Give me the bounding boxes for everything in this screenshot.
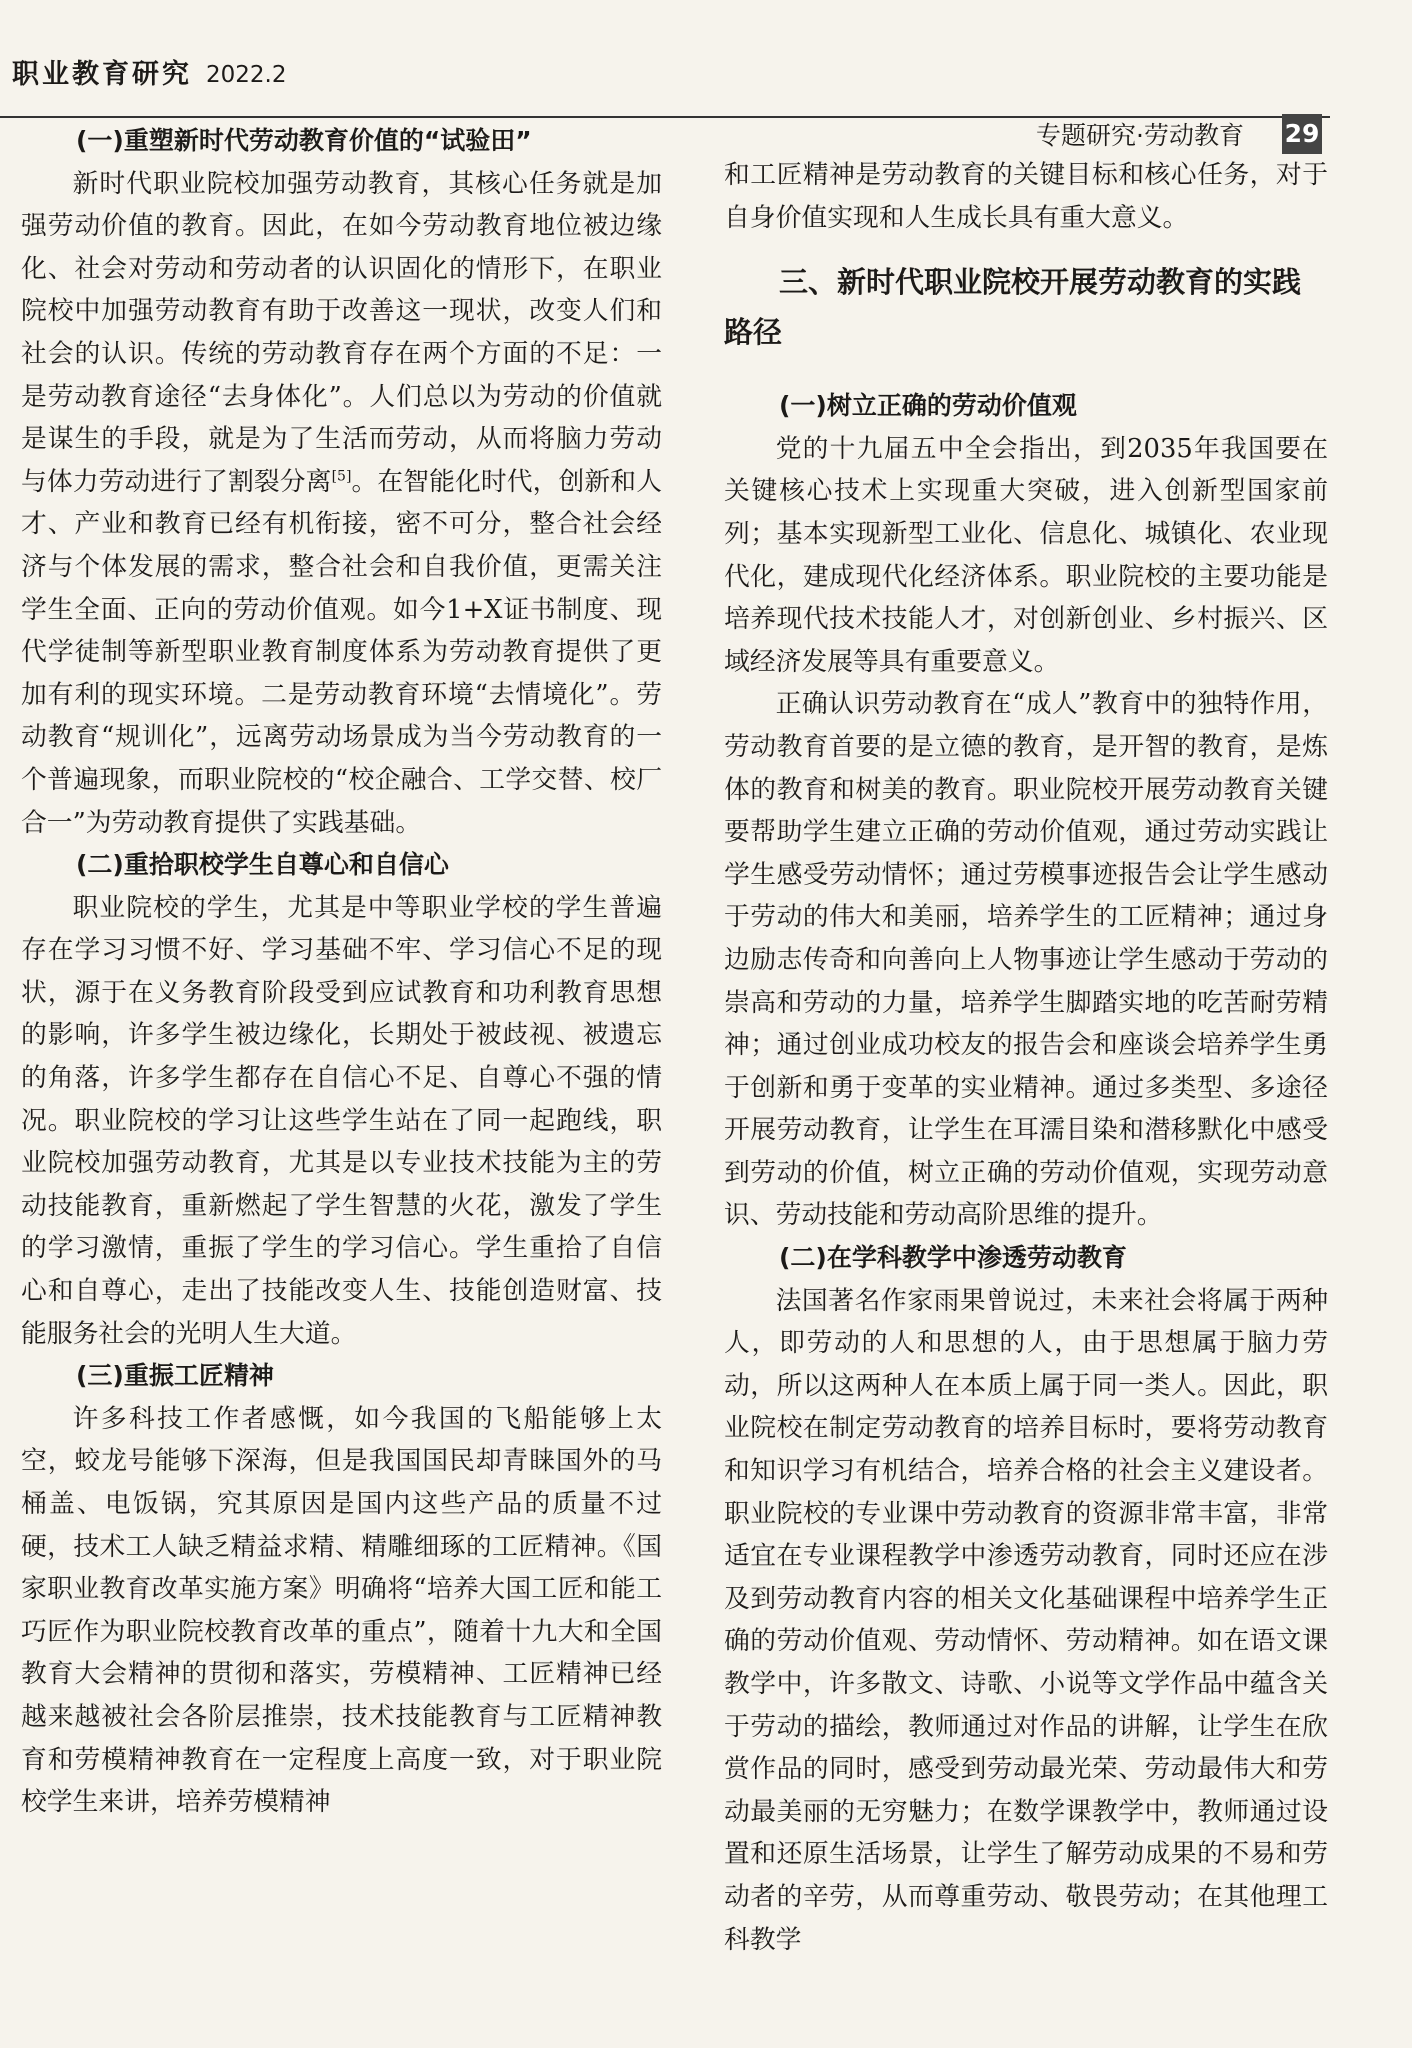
left-paragraph-3: 许多科技工作者感慨，如今我国的飞船能够上太空，蛟龙号能够下深海，但是我国国民却青睐国外的马桶盖、电饭锅，究其原因是国内这些产品的质量不过硬，技术工人缺乏精益求精、精雕细琢的工匠精神。《国家职业教育改革实施方案》明确将“培养大国工匠和能工巧匠作为职业院校教育改革的重点”，随着十九大和全国教育大会精神的贯彻和落实，劳模精神、工匠精神已经越来越被社会各阶层推崇，技术技能教育与工匠精神教育和劳模精神教育在一定程度上高度一致，对于职业院校学生来讲，培养劳模精神 [21, 1403, 662, 1818]
left-paragraph-2: 职业院校的学生，尤其是中等职业学校的学生普遍存在学习习惯不好、学习基础不牢、学习信心不足的现状，源于在义务教育阶段受到应试教育和功利教育思想的影响，许多学生被边缘化，长期处于被歧视、被遗忘的角落，许多学生都存在自信心不足、自尊心不强的情况。职业院校的学习让这些学生站在了同一起跑线，职业院校加强劳动教育，尤其是以专业技术技能为主的劳动技能教育，重新燃起了学生智慧的火花，激发了学生的学习激情，重振了学生的学习信心。学生重拾了自信心和自尊心，走出了技能改变人生、技能创造财富、技能服务社会的光明人生大道。 [21, 892, 662, 1349]
left-paragraph-1-text: 新时代职业院校加强劳动教育，其核心任务就是加强劳动价值的教育。因此，在如今劳动教育地位被边缘化、社会对劳动和劳动者的认识固化的情形下，在职业院校中加强劳动教育有助于改善这一现状，改变人们和社会的认识。传统的劳动教育存在两个方面的不足：一是劳动教育途径“去身体化”。人们总以为劳动的价值就是谋生的手段，就是为了生活而劳动，从而将脑力劳动与体力劳动进行了割裂分离 [21, 168, 662, 497]
left-paragraph-1-tail: 。在智能化时代，创新和人才、产业和教育已经有机衔接，密不可分，整合社会经济与个体发展的需求，整合社会和自我价值，更需关注学生全面、正向的劳动价值观。如今1+X证书制度、现代学徒制等新型职业教育制度体系为劳动教育提供了更加有利的现实环境。二是劳动教育环境“去情境化”。劳动教育“规训化”，远离劳动场景成为当今劳动教育的一个普遍现象，而职业院校的“校企融合、工学交替、校厂合一”为劳动教育提供了实践基础。 [21, 466, 662, 838]
right-column [724, 154, 1328, 1961]
left-heading-2: (二)重拾职校学生自尊心和自信心 [76, 850, 449, 880]
journal-issue: 2022.2 [206, 62, 287, 88]
right-heading-1: (一)树立正确的劳动价值观 [779, 391, 1077, 421]
left-column [21, 120, 662, 1824]
right-paragraph-0: 和工匠精神是劳动教育的关键目标和核心任务，对于自身价值实现和人生成长具有重大意义。 [724, 160, 1328, 233]
left-heading-1: (一)重塑新时代劳动教育价值的“试验田” [76, 126, 532, 155]
section-label: 专题研究·劳动教育 [1036, 121, 1244, 150]
left-heading-3: (三)重振工匠精神 [76, 1361, 274, 1391]
citation-ref: [5] [331, 468, 352, 485]
right-heading-2: (二)在学科教学中渗透劳动教育 [779, 1243, 1127, 1273]
left-paragraph-1 [21, 163, 662, 845]
right-paragraph-2: 正确认识劳动教育在“成人”教育中的独特作用，劳动教育首要的是立德的教育，是开智的教育，是炼体的教育和树美的教育。职业院校开展劳动教育关键要帮助学生建立正确的劳动价值观，通过劳动实践让学生感受劳动情怀；通过劳模事迹报告会让学生感动于劳动的伟大和美丽，培养学生的工匠精神；通过身边励志传奇和向善向上人物事迹让学生感动于劳动的崇高和劳动的力量，培养学生脚踏实地的吃苦耐劳精神；通过创业成功校友的报告会和座谈会培养学生勇于创新和勇于变革的实业精神。通过多类型、多途径开展劳动教育，让学生在耳濡目染和潜移默化中感受到劳动的价值，树立正确的劳动价值观，实现劳动意识、劳动技能和劳动高阶思维的提升。 [724, 689, 1328, 1231]
page-number: 29 [1282, 114, 1322, 154]
section-heading-3: 三、新时代职业院校开展劳动教育的实践路径 [724, 265, 1302, 350]
journal-name: 职业教育研究 [12, 59, 192, 90]
right-paragraph-3: 法国著名作家雨果曾说过，未来社会将属于两种人，即劳动的人和思想的人，由于思想属于脑力劳动，所以这两种人在本质上属于同一类人。因此，职业院校在制定劳动教育的培养目标时，要将劳动教育和知识学习有机结合，培养合格的社会主义建设者。职业院校的专业课中劳动教育的资源非常丰富，非常适宜在专业课程教学中渗透劳动教育，同时还应在涉及到劳动教育内容的相关文化基础课程中培养学生正确的劳动价值观、劳动情怀、劳动精神。如在语文课教学中，许多散文、诗歌、小说等文学作品中蕴含关于劳动的描绘，教师通过对作品的讲解，让学生在欣赏作品的同时，感受到劳动最光荣、劳动最伟大和劳动最美丽的无穷魅力；在数学课教学中，教师通过设置和还原生活场景，让学生了解劳动成果的不易和劳动者的辛劳，从而尊重劳动、敬畏劳动；在其他理工科教学 [724, 1285, 1328, 1955]
right-paragraph-1: 党的十九届五中全会指出，到2035年我国要在关键核心技术上实现重大突破，进入创新型国家前列；基本实现新型工业化、信息化、城镇化、农业现代化，建成现代化经济体系。职业院校的主要功能是培养现代技术技能人才，对创新创业、乡村振兴、区域经济发展等具有重要意义。 [724, 433, 1328, 677]
